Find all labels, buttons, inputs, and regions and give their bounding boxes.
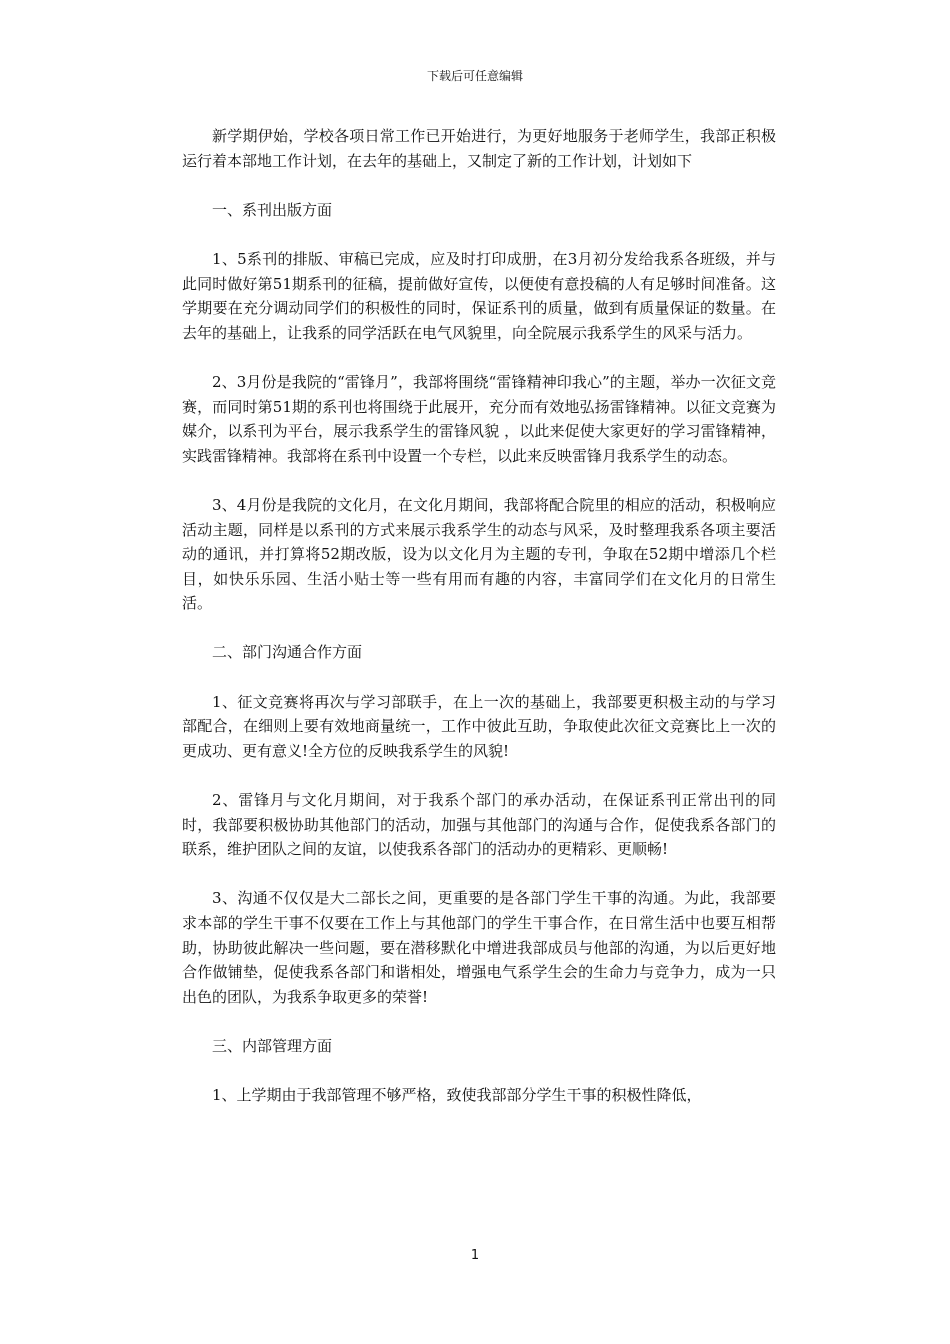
section-heading-publication: 一、系刊出版方面: [212, 200, 333, 219]
page-header: 下载后可任意编辑: [426, 69, 523, 83]
management-item-1: 1、上学期由于我部管理不够严格，致使我部部分学生干事的积极性降低，: [212, 1086, 702, 1105]
communication-item-2: 2、雷锋月与文化月期间，对于我系个部门的承办活动，在保证系刊正常出刊的同时，我部要积极协助其他部门的活动，加强与其他部门的沟通与合作，促使我系各部门的联系，维护团队之间的友谊，以使我系各部门的活动办的更精彩、更顺畅!: [182, 791, 776, 859]
publication-item-2: 2、3月份是我院的“雷锋月”，我部将围绕“雷锋精神印我心”的主题，举办一次征文竞赛，而同时第51期的系刊也将围绕于此展开，充分而有效地弘扬雷锋精神。以征文竞赛为媒介，以系刊为平台，展示我系学生的雷锋风貌 ，以此来促使大家更好的学习雷锋精神，实践雷锋精神。我部将在系刊中设置一个专栏，以此来反映雷锋月我系学生的动态。: [182, 372, 776, 465]
communication-item-1: 1、征文竞赛将再次与学习部联手，在上一次的基础上，我部要更积极主动的与学习部配合，在细则上要有效地商量统一，工作中彼此互助，争取使此次征文竞赛比上一次的更成功、更有意义!全方位的反映我系学生的风貌!: [182, 692, 776, 760]
publication-item-3: 3、4月份是我院的文化月，在文化月期间，我部将配合院里的相应的活动，积极响应活动主题，同样是以系刊的方式来展示我系学生的动态与风采，及时整理我系各项主要活动的通讯，并打算将52期改版，设为以文化月为主题的专刊，争取在52期中增添几个栏目，如快乐乐园、生活小贴士等一些有用而有趣的内容，丰富同学们在文化月的日常生活。: [182, 495, 776, 613]
document-body: [182, 124, 776, 1132]
section-heading-communication: 二、部门沟通合作方面: [212, 643, 363, 662]
publication-item-1: 1、5系刊的排版、审稿已完成，应及时打印成册，在3月初分发给我系各班级，并与此同时做好第51期系刊的征稿，提前做好宣传，以便使有意投稿的人有足够时间准备。这学期要在充分调动同学们的积极性的同时，保证系刊的质量，做到有质量保证的数量。在去年的基础上，让我系的同学活跃在电气风貌里，向全院展示我系学生的风采与活力。: [182, 249, 776, 342]
intro-paragraph: 新学期伊始，学校各项日常工作已开始进行，为更好地服务于老师学生，我部正积极运行着本部地工作计划，在去年的基础上，又制定了新的工作计划，计划如下: [182, 127, 776, 170]
section-heading-management: 三、内部管理方面: [212, 1036, 333, 1055]
page-number: 1: [470, 1248, 480, 1263]
communication-item-3: 3、沟通不仅仅是大二部长之间，更重要的是各部门学生干事的沟通。为此，我部要求本部的学生干事不仅要在工作上与其他部门的学生干事合作，在日常生活中也要互相帮助，协助彼此解决一些问题，要在潜移默化中增进我部成员与他部的沟通，为以后更好地合作做铺垫，促使我系各部门和谐相处，增强电气系学生会的生命力与竞争力，成为一只出色的团队，为我系争取更多的荣誉!: [182, 889, 776, 1006]
